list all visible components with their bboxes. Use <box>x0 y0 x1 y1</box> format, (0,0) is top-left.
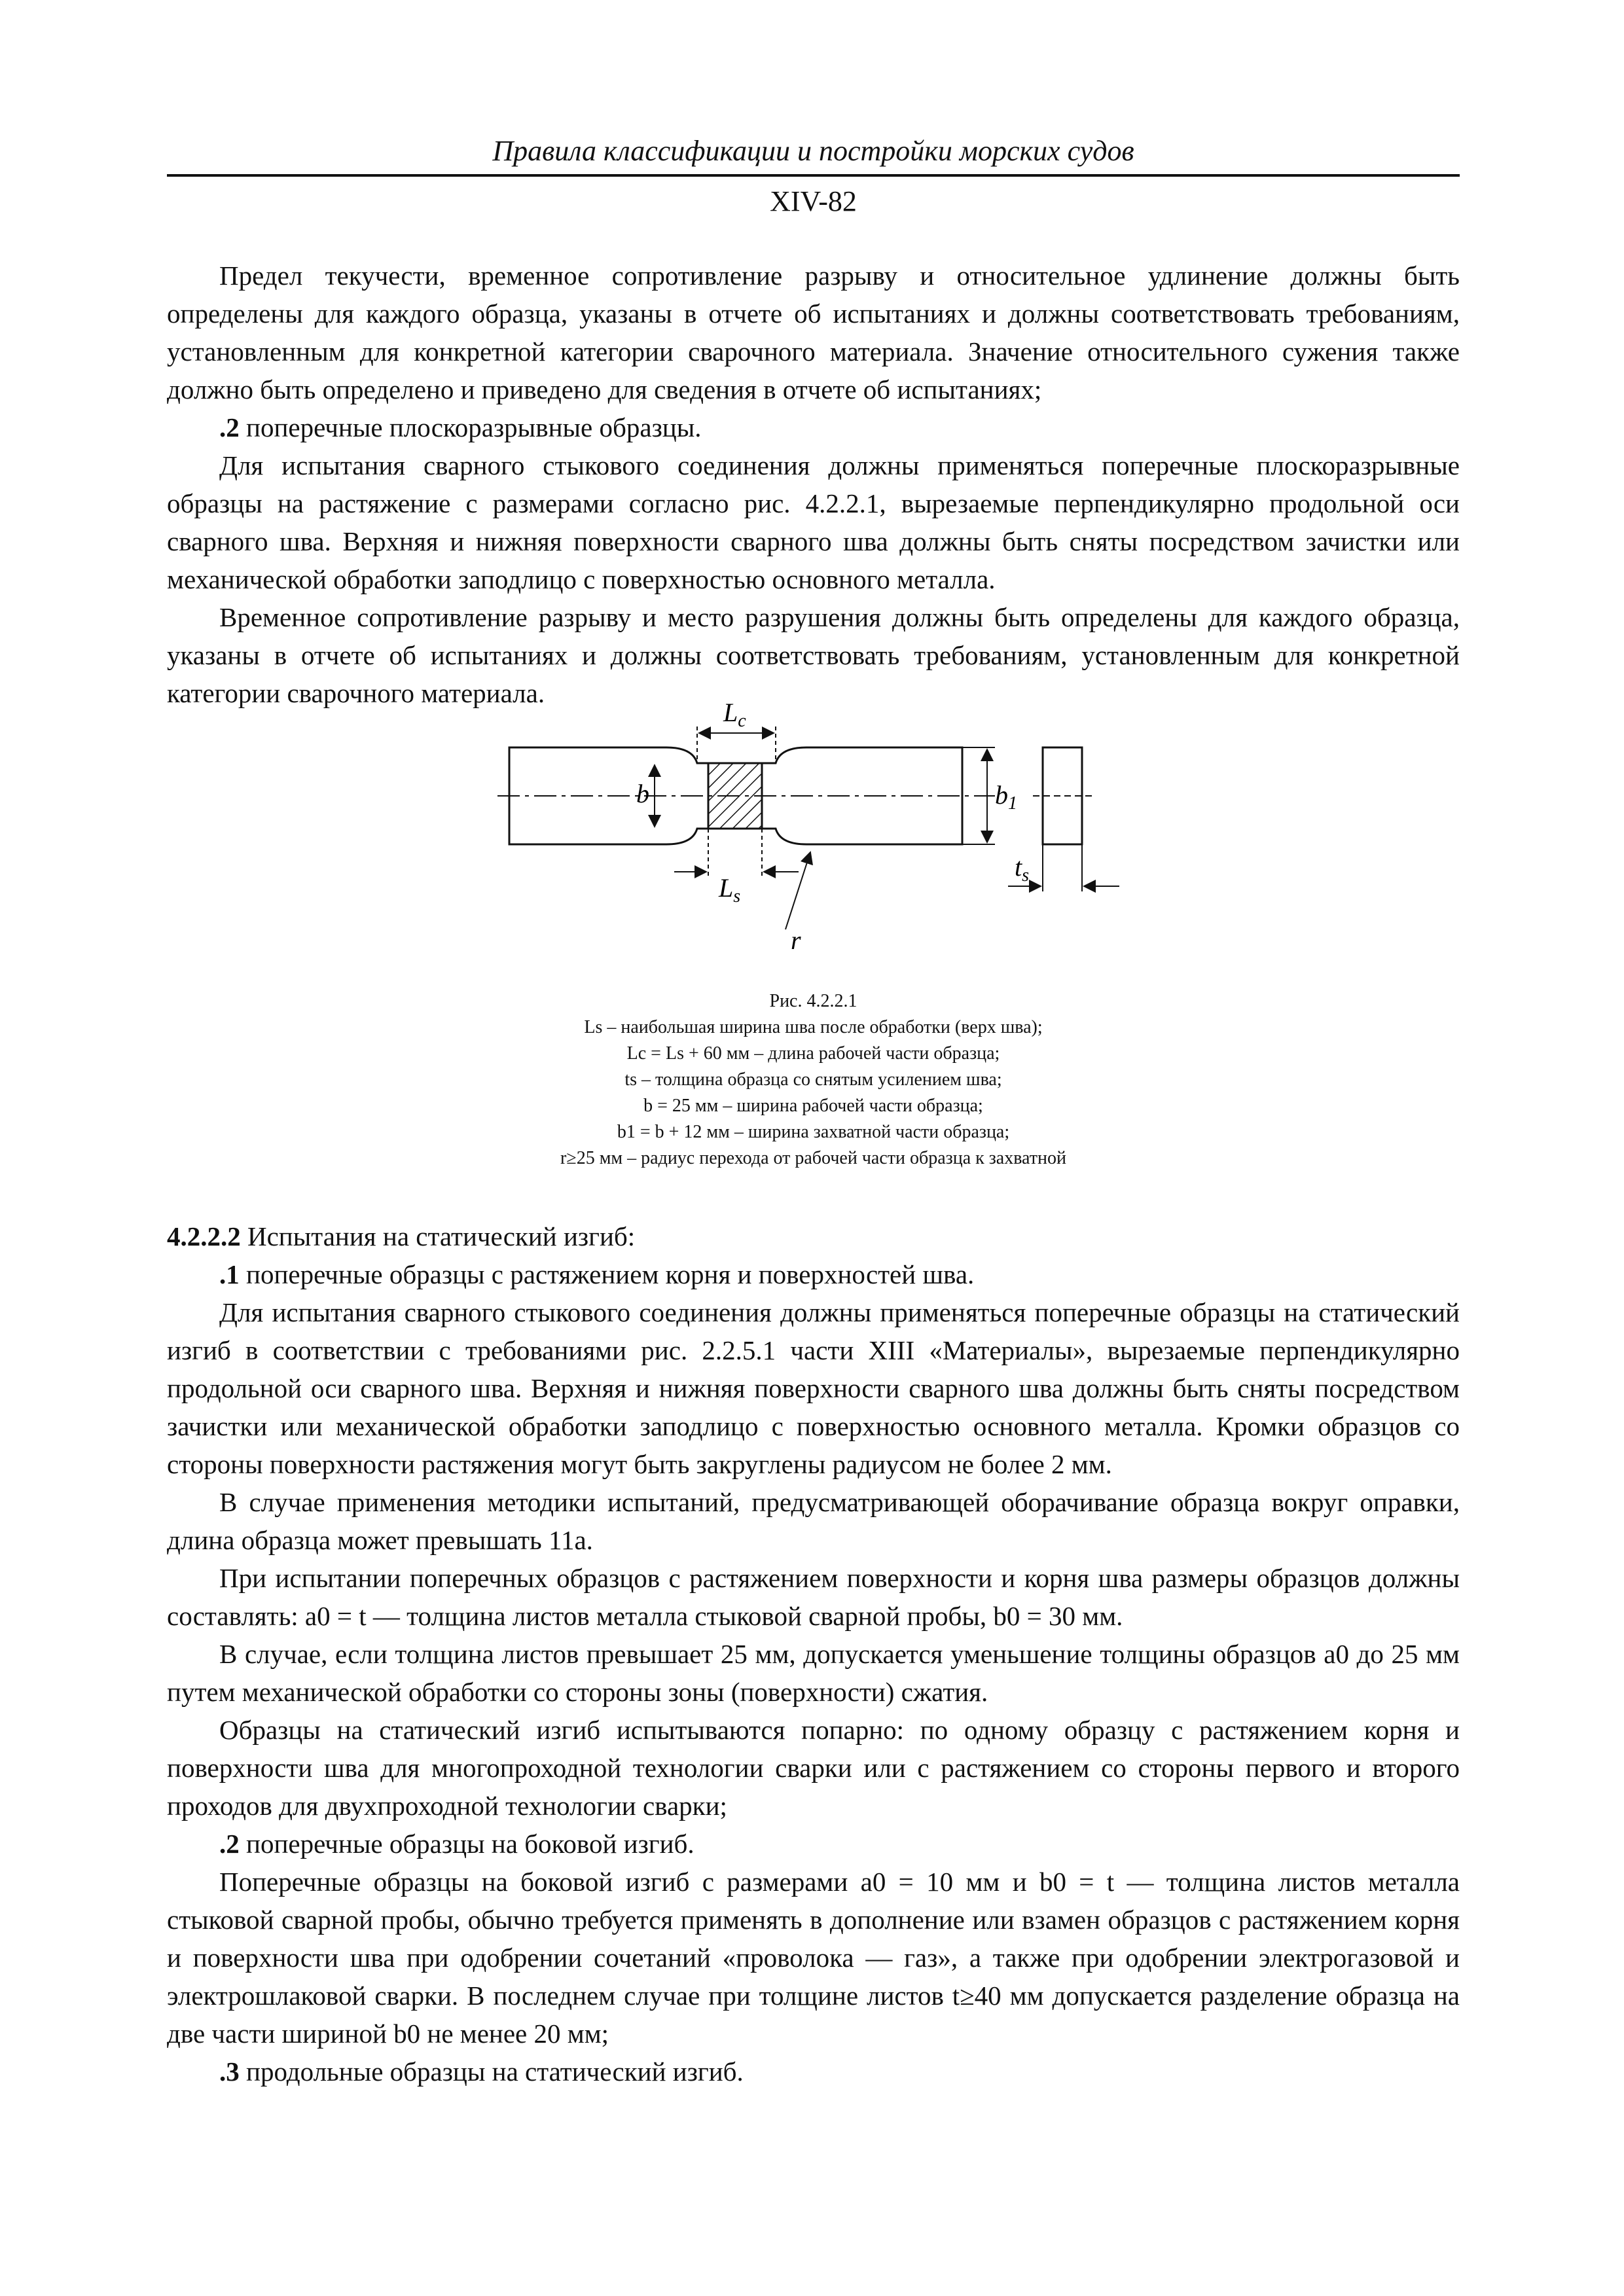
list-item-1 <box>167 1255 1460 1293</box>
section-tensile-text <box>167 257 1460 712</box>
caption-line: b1 = b + 12 мм – ширина захватной части образца; <box>617 1122 1010 1142</box>
caption-line: b = 25 мм – ширина рабочей части образца; <box>643 1096 983 1116</box>
caption-line: Ls – наибольшая ширина шва после обработки (верх шва); <box>584 1017 1043 1037</box>
caption-line: Lc = Ls + 60 мм – длина рабочей части образца; <box>626 1043 1000 1064</box>
paragraph: Для испытания сварного стыкового соединения должны применяться поперечные образцы на статический изгиб в соответствии с требованиями рис. 2.2.5.1 части XIII «Материалы», вырезаемые перпендикулярно продольной оси сварного шва. Верхняя и нижняя поверхности сварного шва должны быть сняты посредством зачистки или механической обработки заподлицо с поверхностью основного металла. Кромки образцов со стороны поверхности растяжения могут быть закруглены радиусом не более 2 мм. <box>167 1297 1460 1479</box>
label-ts: $t_s$ <box>1015 852 1030 886</box>
section-bend-text <box>167 1217 1460 2090</box>
heading-text: Испытания на статический изгиб: <box>240 1221 636 1251</box>
label-Lc: $L_c$ <box>723 698 746 731</box>
figure-caption <box>167 988 1460 1172</box>
item-number: .1 <box>219 1259 240 1289</box>
item-text: поперечные плоскоразрывные образцы. <box>239 412 702 442</box>
label-Ls: $L_s$ <box>719 873 741 906</box>
item-text: поперечные образцы с растяжением корня и поверхностей шва. <box>239 1259 975 1289</box>
item-number: .2 <box>219 1829 240 1859</box>
paragraph: При испытании поперечных образцов с растяжением поверхности и корня шва размеры образцов должны составлять: а0 = t — толщина листов металла стыковой сварной пробы, b0 = 30 мм. <box>167 1563 1460 1631</box>
list-item-3 <box>167 2053 1460 2090</box>
caption-title: Рис. 4.2.2.1 <box>769 991 857 1011</box>
item-number: .3 <box>219 2056 240 2087</box>
section-heading <box>167 1217 1460 1255</box>
label-b1: $b_1$ <box>995 780 1017 814</box>
paragraph: Образцы на статический изгиб испытываются попарно: по одному образцу с растяжением корня и поверхности шва для многопроходной технологии сварки или с растяжением со стороны первого и второго проходов для двухпроходной технологии сварки; <box>167 1715 1460 1821</box>
paragraph: Предел текучести, временное сопротивление разрыву и относительное удлинение должны быть определены для каждого образца, указаны в отчете об испытаниях и должны соответствовать требованиям, установленным для конкретной категории сварочного материала. Значение относительного сужения также должно быть определено и приведено для сведения в отчете об испытаниях; <box>167 260 1460 404</box>
label-b: b <box>636 779 649 808</box>
caption-line: r≥25 мм – радиус перехода от рабочей части образца к захватной <box>560 1148 1066 1168</box>
heading-number: 4.2.2.2 <box>167 1221 241 1251</box>
item-text: продольные образцы на статический изгиб. <box>239 2056 744 2087</box>
paragraph: Поперечные образцы на боковой изгиб с размерами а0 = 10 мм и b0 = t — толщина листов металла стыковой сварной пробы, обычно требуется применять в дополнение или взамен образцов с растяжением корня и поверхности шва при одобрении сочетаний «проволока — газ», а также при одобрении электрогазовой и электрошлаковой сварки. В последнем случае при толщине листов t≥40 мм допускается разделение образца на две части шириной b0 не менее 20 мм; <box>167 1867 1460 2049</box>
paragraph: Для испытания сварного стыкового соединения должны применяться поперечные плоскоразрывные образцы на растяжение с размерами согласно рис. 4.2.2.1, вырезаемые перпендикулярно продольной оси сварного шва. Верхняя и нижняя поверхности сварного шва должны быть сняты посредством зачистки или механической обработки заподлицо с поверхностью основного металла. <box>167 450 1460 594</box>
running-header: Правила классификации и постройки морских судов <box>492 135 1134 167</box>
page-number: XIV-82 <box>770 185 857 217</box>
paragraph: Временное сопротивление разрыву и место разрушения должны быть определены для каждого образца, указаны в отчете об испытаниях и должны соответствовать требованиям, установленным для конкретной категории сварочного материала. <box>167 602 1460 708</box>
paragraph: В случае, если толщина листов превышает 25 мм, допускается уменьшение толщины образцов а0 до 25 мм путем механической обработки со стороны зоны (поверхности) сжатия. <box>167 1639 1460 1707</box>
item-number: .2 <box>219 412 240 442</box>
specimen-figure <box>497 687 1139 962</box>
paragraph: В случае применения методики испытаний, предусматривающей оборачивание образца вокруг оправки, длина образца может превышать 11а. <box>167 1487 1460 1555</box>
label-r: r <box>791 925 801 955</box>
list-item-2 <box>167 1825 1460 1863</box>
item-text: поперечные образцы на боковой изгиб. <box>239 1829 695 1859</box>
radius-leader <box>785 852 810 929</box>
caption-line: ts – толщина образца со снятым усилением шва; <box>624 1069 1002 1090</box>
list-item-2 <box>167 408 1460 446</box>
header-rule <box>167 174 1460 177</box>
